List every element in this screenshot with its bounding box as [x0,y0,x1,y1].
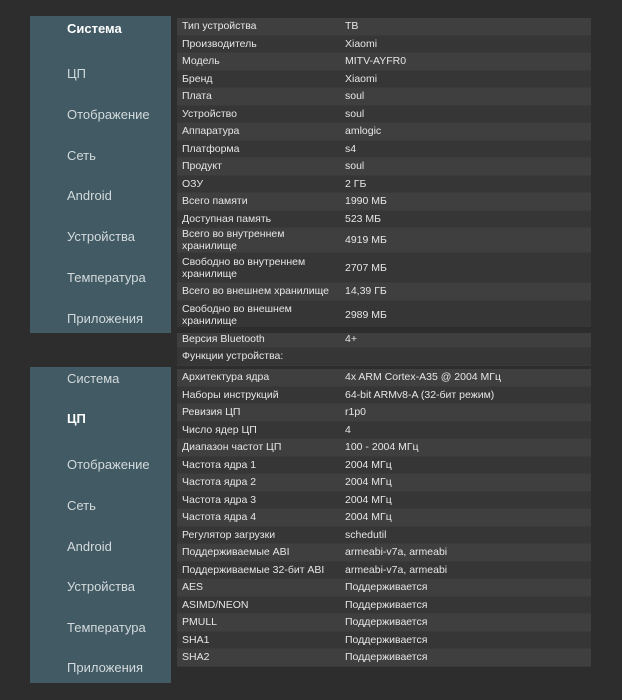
row-value: Поддерживается [345,633,428,646]
row-key: Число ядер ЦП [182,423,257,436]
table-row[interactable] [177,106,591,124]
table-row[interactable] [177,387,591,405]
table-row[interactable] [177,71,591,89]
row-key: Частота ядра 4 [182,511,257,524]
table-row[interactable] [177,474,591,492]
row-key: Всего во внешнем хранилище [182,285,330,298]
table-row[interactable] [177,176,591,194]
nav-item-cpu[interactable]: ЦП [67,66,86,81]
row-value: 2 ГБ [345,177,367,190]
table-row[interactable] [177,632,591,650]
table-row[interactable] [177,158,591,176]
row-value: 2004 МГц [345,493,392,506]
row-value: 4x ARM Cortex-A35 @ 2004 МГц [345,371,501,384]
nav-item-cpu[interactable]: ЦП [67,411,86,426]
nav-item-system[interactable]: Система [67,371,120,386]
table-row[interactable] [177,422,591,440]
row-key: Диапазон частот ЦП [182,441,282,454]
row-value: 14,39 ГБ [345,285,387,298]
row-key: Регулятор загрузки [182,528,276,541]
row-key: Бренд [182,72,213,85]
table-row[interactable] [177,36,591,54]
row-key: Платформа [182,142,240,155]
row-key: Плата [182,90,212,103]
table-row[interactable] [177,18,591,36]
row-key: Ревизия ЦП [182,406,241,419]
row-key: Свободно во внутреннем хранилище [182,255,306,280]
row-value: Поддерживается [345,598,428,611]
cpu-info-panel [30,367,590,683]
row-key: Тип устройства [182,20,257,33]
nav-item-temperature[interactable]: Температура [67,270,146,285]
nav-item-display[interactable]: Отображение [67,107,150,122]
row-value: 523 МБ [345,212,382,225]
nav-item-network[interactable]: Сеть [67,498,96,513]
row-key: Устройство [182,107,237,120]
nav-item-system[interactable]: Система [67,21,122,36]
table-row[interactable] [177,53,591,71]
row-value: ТВ [345,20,359,33]
row-value: 4 [345,423,351,436]
row-value: amlogic [345,125,382,138]
table-row[interactable] [177,211,591,229]
row-key: Свободно во внешнем хранилище [182,303,292,327]
row-key: Доступная память [182,212,272,225]
table-row[interactable] [177,614,591,632]
table-row[interactable] [177,283,591,301]
scroll-fade [177,327,591,333]
table-row[interactable] [177,253,591,283]
row-key: Производитель [182,37,257,50]
row-value: schedutil [345,528,387,541]
row-value: s4 [345,142,357,155]
row-value: 2004 МГц [345,476,392,489]
row-key: Продукт [182,160,222,173]
row-key: Частота ядра 3 [182,493,257,506]
nav-item-display[interactable]: Отображение [67,457,150,472]
table-row[interactable] [177,331,591,349]
table-row[interactable] [177,369,591,387]
nav-item-temperature[interactable]: Температура [67,620,146,635]
row-key: Функции устройства: [182,350,284,363]
nav-item-android[interactable]: Android [67,188,112,203]
table-row[interactable] [177,141,591,159]
row-value: Поддерживается [345,616,428,629]
row-value: armeabi-v7a, armeabi [345,563,448,576]
table-row[interactable] [177,123,591,141]
row-key: ASIMD/NEON [182,598,249,611]
row-key: AES [182,581,204,594]
row-key: Всего памяти [182,195,248,208]
system-info-table[interactable] [177,18,591,363]
row-value: 2004 МГц [345,511,392,524]
system-info-panel [30,16,590,363]
row-value: 64-bit ARMv8-A (32-бит режим) [345,388,495,401]
row-key: Модель [182,55,220,68]
row-key: Частота ядра 2 [182,476,257,489]
row-value: 2004 МГц [345,458,392,471]
row-key: Версия Bluetooth [182,332,265,345]
row-key: Поддерживаемые 32-бит ABI [182,563,325,576]
nav-item-android[interactable]: Android [67,539,112,554]
sidebar-nav [30,16,171,333]
sidebar-nav [30,367,171,683]
row-key: Поддерживаемые ABI [182,546,290,559]
nav-item-devices[interactable]: Устройства [67,229,136,244]
row-key: Наборы инструкций [182,388,279,401]
row-value: soul [345,107,365,120]
row-key: SHA1 [182,633,210,646]
table-row[interactable] [177,492,591,510]
row-value: soul [345,90,365,103]
table-row[interactable] [177,509,591,527]
table-row[interactable] [177,88,591,106]
row-key: SHA2 [182,651,210,664]
table-row[interactable] [177,562,591,580]
row-key: ОЗУ [182,177,204,190]
table-row[interactable] [177,228,591,253]
row-value: Поддерживается [345,651,428,664]
row-key: PMULL [182,616,218,629]
row-key: Аппаратура [182,125,240,138]
nav-item-apps[interactable]: Приложения [67,311,144,326]
table-row[interactable] [177,649,591,667]
row-value: 2989 МБ [345,309,387,321]
row-value: soul [345,160,365,173]
row-value: MITV-AYFR0 [345,55,407,68]
table-row[interactable] [177,527,591,545]
table-row[interactable] [177,301,591,331]
cpu-info-table[interactable] [177,369,591,683]
row-value: 1990 МБ [345,195,387,208]
row-value: 4919 МБ [345,234,387,246]
table-row[interactable] [177,544,591,562]
table-row[interactable] [177,439,591,457]
table-row[interactable] [177,193,591,211]
row-value: 4+ [345,332,357,345]
row-key: Частота ядра 1 [182,458,257,471]
row-value: r1p0 [345,406,367,419]
table-row[interactable] [177,457,591,475]
row-value: Xiaomi [345,72,378,85]
table-row[interactable] [177,348,591,366]
row-value: Xiaomi [345,37,378,50]
nav-item-apps[interactable]: Приложения [67,660,144,675]
row-value: 2707 МБ [345,261,387,274]
row-value: Поддерживается [345,581,428,594]
nav-item-network[interactable]: Сеть [67,148,96,163]
row-value: 100 - 2004 МГц [345,441,419,454]
row-value: armeabi-v7a, armeabi [345,546,448,559]
table-row[interactable] [177,579,591,597]
row-key: Всего во внутреннем хранилище [182,228,285,252]
nav-item-devices[interactable]: Устройства [67,579,136,594]
row-key: Архитектура ядра [182,371,270,384]
table-row[interactable] [177,597,591,615]
table-row[interactable] [177,404,591,422]
